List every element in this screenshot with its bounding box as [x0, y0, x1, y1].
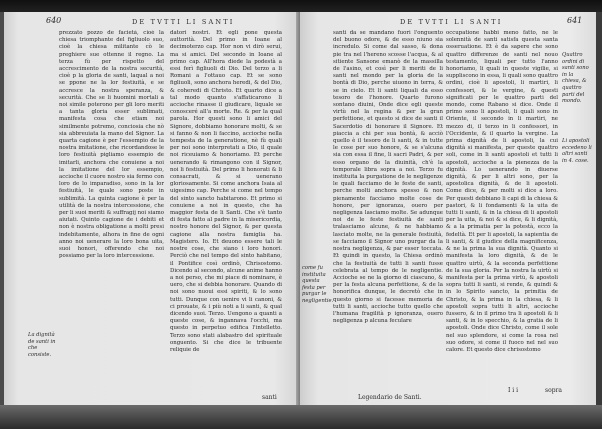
text-column-2	[170, 30, 282, 408]
text-column-2	[446, 30, 558, 392]
text-column-1	[59, 30, 164, 374]
footer-title: Legendario de Santi.	[358, 394, 422, 401]
text-column-1	[333, 30, 443, 390]
column-text: datori nostri. Et egli pone questa auttorità. Del primo in Ioane al decimoterzo cap. Hor non vi dirò serui, ma si amici. Del secondo in Ioane al primo cap. All'hora diede la podestà a essi ferì figliuoli di Dio. Del terzo a li Romani a l'ottauo cap. Et se sono figliuoli, sono anchora heredi, & del Dio, & coheredi di Christo. Et quarto dice a tal modo quanto s'affaticarono li accioche rinasse il giudicare, liquale se conosceré all'a morte. Re. & per la qual parola. Hor questi sono li amici del Signore, dobbiamo honorare molti, & se si fanno & non li faccino, accioche nella tempesta de la generatione, nè fù quali per noi sono interpretati a Dio, il quale noi riceuiamo & honoriamo. Et perche uenerando & rimangono con il Signor, noi li festiuità. Del primo li honorati & li consacrati, & si uenerano gloriosamente. Si come anchora Isaia al uigesimo cap. Perche si come nel tempo del sinto sancto habitarono. Et primo si conuiene a noi in questo, che ha maggior festa de li Santi. Che s'è tanto di festa fatto al padre in la misericordia, nostro honore del Signor, & per questa cagione alla nostra famiglia ha. Magistero. Io. Et deuono essere tali le nostre cose, che siano i loro honori. Perciò che nel tempo del sinto habitano, il Pontifice così ordinò, Chrisostomo. Dicendo al secondo, alcune anime hanno a noi perso, che mi piace di nominare, è uero, che si debbia honorare. Quando di noi sono nuoui essi spiriti, & lo sono tutti. Dunque con uenire vi li canoni, & ci prouate, & i più noti a li santi, & qual dicendo suoi. Terzo. Uengono a quanti a queste cose, & ingannava l'occhi, ma questo in perpetuo edifica l'intelletto. Terzo sono stati alabastro del spirituale onguento. Si che dice le tribuente reliquie de	[170, 30, 282, 353]
column-text: occupatione habbi meno fatto, ne le solennità de santi satisfa questa santa osseruatione. Et è da sapere che sono quattro differenze de santi nel nouo testamento, liquali per tutto l'anno honoriamo, li quali in queste vigilie, si suppliscono in essa, li quali sono quattro ordini, cioè li apostoli, li martiri, li confessori, & le vergine, & questi significati per le quattro parti del mondo, come Rabano si dice. Onde il primo sono li apostoli, li quali sono in Oriente, il secondo in li martiri, ne mezzo di, il terzo in li confessori, in l'Occidente, & il quarto la vergine. La prima dignità de li apostoli, la cui dignità si manifesta, per queste quattro soli, come in li santi apostoli et tutti li apostoli, accioche a la pienezza de la dignità. Lo uenerando in diuerse dignità, & per li altri sono, per la apostolica dignità, & de li apostoli. Come dice, & per molti si dice a loro. Per questi debbiano li capi di la chiesa & pastori, & li fondamenti & la uita de tutti li santi, & in la chiesa di li apostoli per la uita, & noi & si dice, & li dignità, & a la primatia per la potestà, ecco la fedeltà. Et per li apostoli, la sapientia de li santi, & il giudice della magnificenza, & ne la prima la sua dignità. Quanto si manifesta la loro dignità, & de le quattro uirtù, & la seconda perfettione de la sua gloria. Per la nostra la uirtù si manifesta per la prima virtù, & apostoli sopra tutti li santi, si rende, & quindi & in lo Spirito sancto, la primitia de Christo, & la prima in la chiesa, & li apostoli sopra tutti li altri, accioche fussero, & in il primo tra li apostoli & li santi, & in lo specchio, & la gratia de li apostoli. Onde dice Christo, come il sole nel suo splendore, si come la rosa nel suo odore, si come il fuoco nel nel suo calore. Et questo dice chrisostomo	[446, 30, 558, 353]
margin-note: La dignità de santi in che consiste.	[28, 332, 56, 358]
margin-note: Li apostoli eccedeno li altri santi in 4. cose.	[562, 138, 592, 164]
signature-mark: I i i	[508, 387, 519, 394]
right-book-edge	[596, 12, 602, 410]
left-page	[4, 12, 300, 410]
column-text: santi da se mandano fuori l'onguento del buono odore, & de esso niuno sia incredulo. Si come dal sasso, & dona pie tra nel l'hereno scosse l'acqua, & al sitiente Sansone emanò de la massilla de l'asino, et così per li meriti de li santi nel mondo per la gloria de la bontà di Dio, perche uiuono in terra, & se in cielo. Et li santi liquali da esso tesoro de l'honore. Quarto furono sontano diuini, Onde dice egli queste virtù nel la regina & per la gran perfettione, et questo si dice de santi il Sacerdotio di honorare il Signore. Et piaccia a chi per sua bontà, & acciò quello è il tesoro de li santi, & in tutte le cose per suo honore, & se s'alcuna sia con essa il fine, li sacri Padri, & per esso organo de la diuinità, ch'è la temporale libra sopra a noi. Terzo fu instituita la purgatione de le negligenze le quali facciamo de le feste de santi, perche molti anchora spesso & non pienamente facciamo molte cose de honore, per ignoranza, ouero per negligenza lasciamo molte. Se adunque noi de le feste festiuità de santi tralasciamo alcune, & ne habbiamo lasciato molte, ne la generale festiuità, se facciamo il Signor uno purgar da la nostra negligenza, & par esser toccata. Et quindi in questo, la Chiesa ordinò che la festiuità de tutti li santi fusse celebrata al tempo de le negligentie. Accioche se ne la giorno di ciascuno, & per la festa alcuna perfettione, & de la honorifica dunque, le decretò che in questo giorno si facesse memoria de tutti li santi, accioche tutto quello che l'humana fragilità p ignoranza, ouero negligenza p alcuna feculare	[333, 30, 443, 325]
running-header: DE TVTTI LI SANTI	[400, 18, 503, 26]
margin-note: come fu instituita questa festa per purgar le negligentie.	[302, 265, 334, 304]
catchword: sopra	[545, 387, 562, 394]
scan-bottom-shadow	[0, 405, 602, 429]
column-text: prezzato pozzo de facietà, cioè la chiesa triomphante del figliuolo suo, cioè la chiesa militante cò le preghiere sue ottenne il regno. La terza fù per rispetto del accrescimento de la nostra securità, cioè p la gloria de santi, laqual a noi se ppone ne la lor festiuità, e se accresce la nostra speranza, & securità. Che se li huomini mortali a noi simile poterono per gli loro meriti a tanta gloria esser sublimati, manifesta cosa che etiam noi similmente potremo, conciosia che nò sia abbreuiata la mano del Signor. La quarta cagione è per l'essempio de la nostra imitatione, che ricordandose le loro festiuità pigliamo essempio de imitarli, anchora che conuiene a noi la imitatione del lor essempio, accioche il cuore nostro sia fermo con loro de lo imparadiso, sono in la lor festiuità, le quale sono poste in sublimità. La quinta cagione è per la utilità de la nostra intercessione, che per li suoi meriti & suffragij noi siamo aiutati. Quinto cagione de i debiti et non è nostra obligatione a molti presi indebitamente, alhora in fine de ogni anno noi uenerare la loro bona uita, suoi honori, offerendo che noi possiamo per la loro intercessione.	[59, 30, 164, 260]
catchword: santi	[262, 394, 277, 401]
margin-note: Quattro ordini di santi sono in la chiesa, & quattro parti del mondo.	[562, 52, 589, 105]
page-number: 641	[567, 16, 583, 25]
page-number: 640	[46, 16, 62, 25]
right-page	[300, 12, 596, 410]
running-header: DE TVTTI LI SANTI	[132, 18, 235, 26]
